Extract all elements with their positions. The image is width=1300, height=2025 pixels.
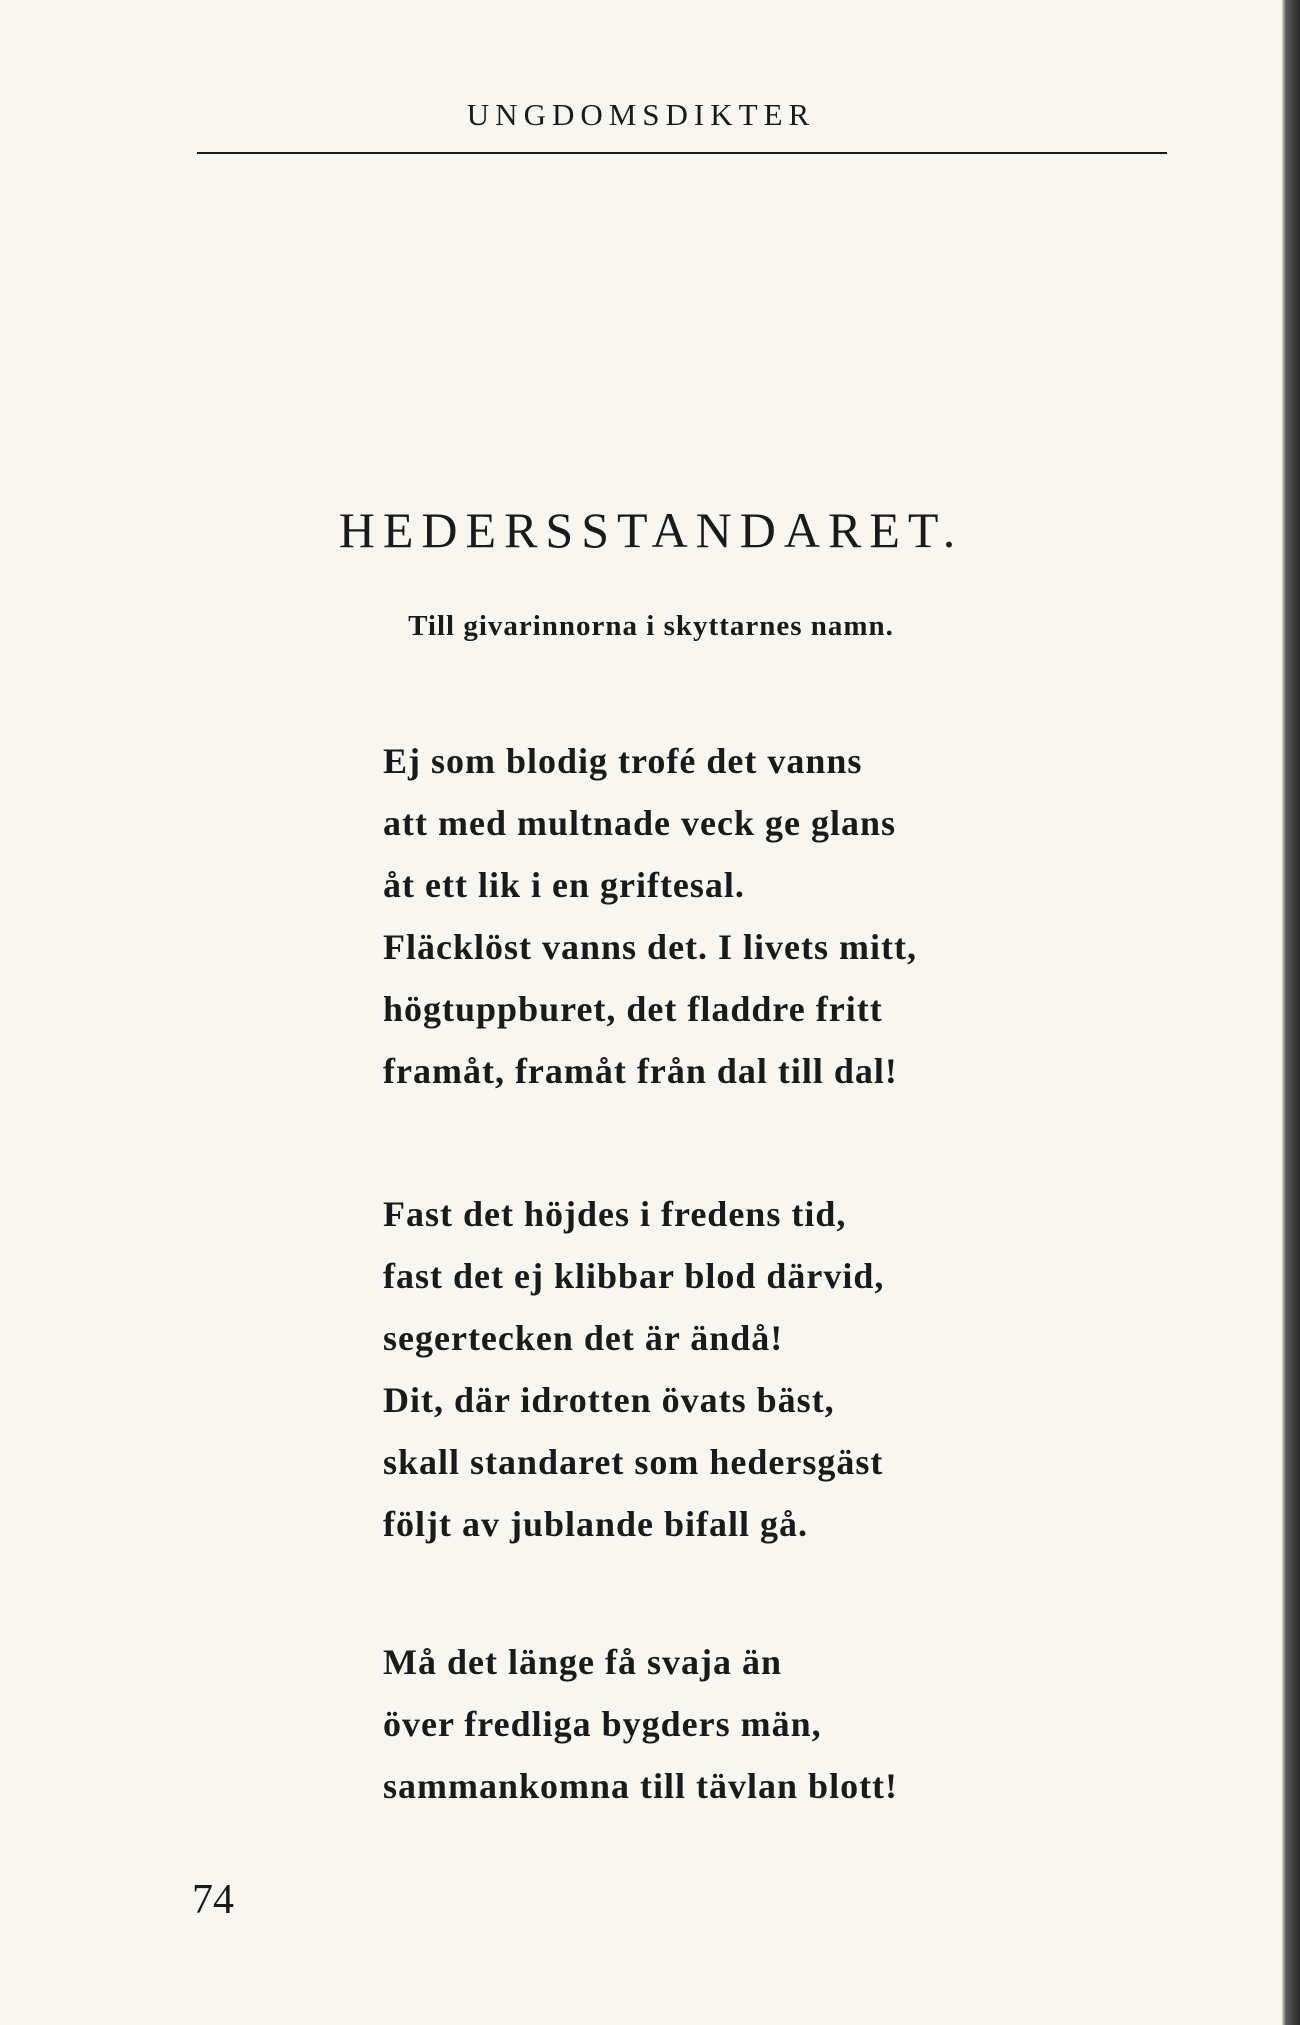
poem-title: HEDERSSTANDARET.: [338, 502, 964, 558]
page-edge-shadow: [1282, 0, 1300, 2025]
verse-line: åt ett lik i en griftesal.: [383, 865, 745, 905]
verse-line: sammankomna till tävlan blott!: [383, 1766, 899, 1806]
verse-line: följt av jublande bifall gå.: [383, 1504, 809, 1544]
verse-line: att med multnade veck ge glans: [383, 803, 896, 843]
verse-line: över fredliga bygders män,: [383, 1704, 822, 1744]
poem-dedication: Till givarinnorna i skyttarnes namn.: [408, 610, 894, 642]
page-number: 74: [192, 1877, 234, 1923]
verse-line: framåt, framåt från dal till dal!: [383, 1051, 898, 1091]
stanza-1: [383, 730, 917, 1102]
verse-line: Ej som blodig trofé det vanns: [383, 741, 863, 781]
verse-line: Fast det höjdes i fredens tid,: [383, 1194, 847, 1234]
verse-line: fast det ej klibbar blod därvid,: [383, 1256, 885, 1296]
header-rule: [197, 152, 1167, 154]
verse-line: Fläcklöst vanns det. I livets mitt,: [383, 927, 917, 967]
stanza-2: [383, 1183, 884, 1555]
stanza-3: [383, 1631, 898, 1817]
verse-line: Må det länge få svaja än: [383, 1642, 782, 1682]
verse-line: Dit, där idrotten övats bäst,: [383, 1380, 835, 1420]
verse-line: segertecken det är ändå!: [383, 1318, 784, 1358]
verse-line: högtuppburet, det fladdre fritt: [383, 989, 883, 1029]
verse-line: skall standaret som hedersgäst: [383, 1442, 884, 1482]
running-head: UNGDOMSDIKTER: [466, 97, 816, 132]
